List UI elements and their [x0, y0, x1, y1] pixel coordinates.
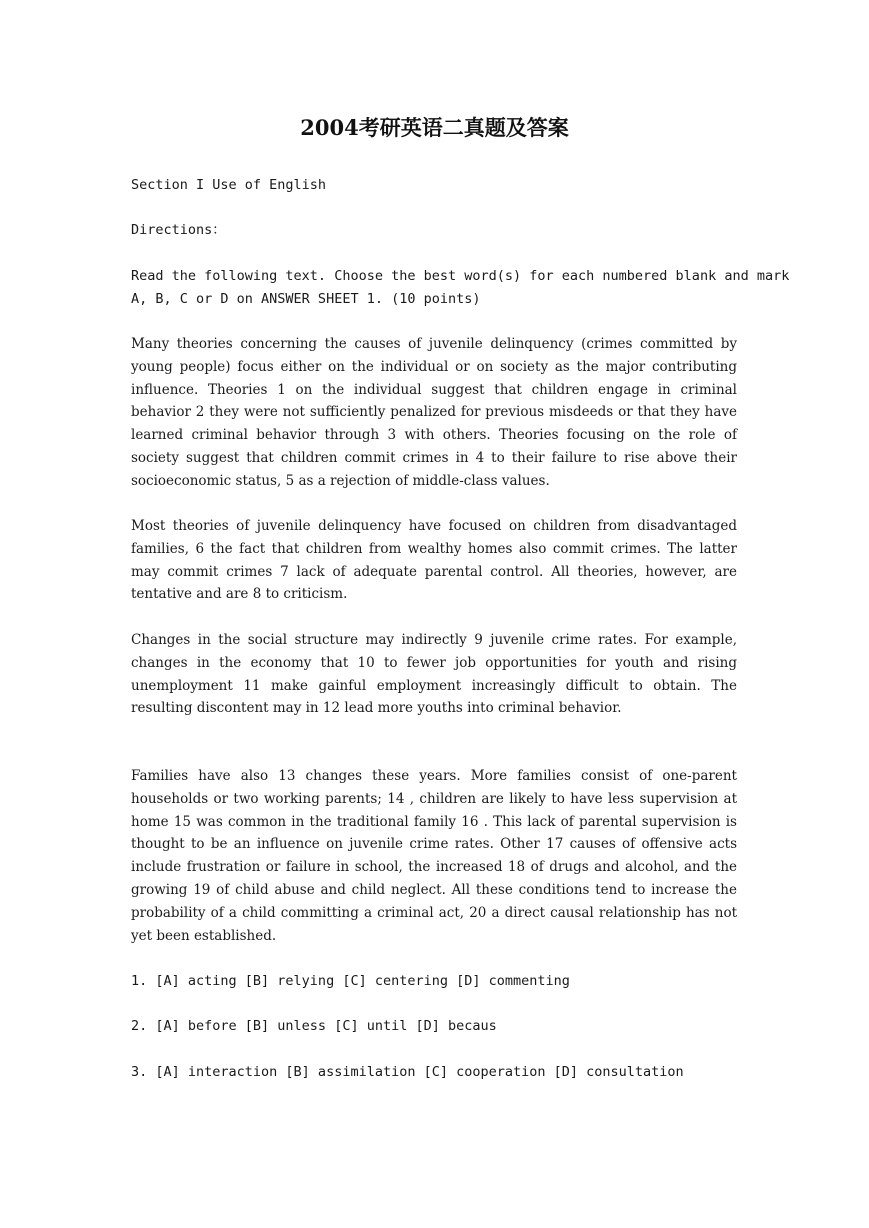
question-1: 1. [A] acting [B] relying [C] centering [D] commenting [131, 973, 570, 989]
passage-paragraph-3: Changes in the social structure may indirectly 9 juvenile crime rates. For example, changes in the economy that 10 to fewer job opportunities for youth and rising unemployment 11 make gainful employment increasingly difficult to obtain. The resulting discontent may in 12 lead more youths into criminal behavior. [131, 632, 737, 717]
instructions-text: Read the following text. Choose the best word(s) for each numbered blank and mark A, B, C or D on ANSWER SHEET 1. (10 points) [131, 268, 790, 307]
question-2: 2. [A] before [B] unless [C] until [D] becaus [131, 1018, 497, 1034]
question-3: 3. [A] interaction [B] assimilation [C] cooperation [D] consultation [131, 1064, 684, 1080]
document-title: 2004考研英语二真题及答案 [300, 115, 569, 140]
section-heading: Section I Use of English [131, 177, 327, 193]
directions-label: Directions： [131, 222, 226, 238]
passage-paragraph-1: Many theories concerning the causes of juvenile delinquency (crimes committed by young people) focus either on the individual or on society as the major contributing influence. Theories 1 on the individual suggest that children engage in criminal behavior 2 they were not sufficiently penalized for previous misdeeds or that they have learned criminal behavior through 3 with others. Theories focusing on the role of society suggest that children commit crimes in 4 to their failure to rise above their socioeconomic status, 5 as a rejection of middle-class values. [131, 336, 737, 489]
passage-paragraph-2: Most theories of juvenile delinquency have focused on children from disadvantaged families, 6 the fact that children from wealthy homes also commit crimes. The latter may commit crimes 7 lack of adequate parental control. All theories, however, are tentative and are 8 to criticism. [131, 518, 737, 603]
passage-paragraph-4: Families have also 13 changes these years. More families consist of one-parent households or two working parents; 14 , children are likely to have less supervision at home 15 was common in the traditional family 16 . This lack of parental supervision is thought to be an influence on juvenile crime rates. Other 17 causes of offensive acts include frustration or failure in school, the increased 18 of drugs and alcohol, and the growing 19 of child abuse and child neglect. All these conditions tend to increase the probability of a child committing a criminal act, 20 a direct causal relationship has not yet been established. [131, 768, 737, 944]
